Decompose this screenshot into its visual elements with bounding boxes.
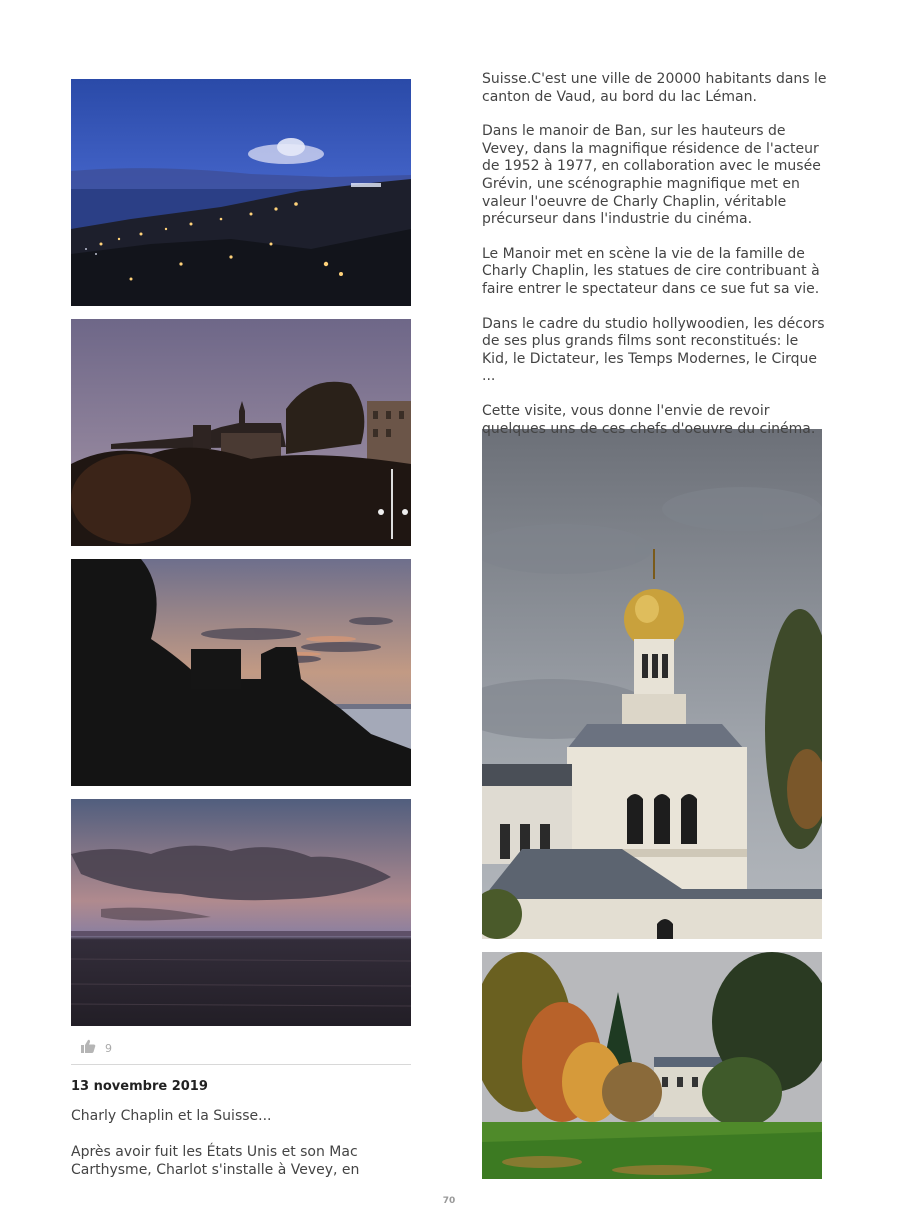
photo-autumn-park: [482, 952, 822, 1179]
photo-sunset-clouds-lake: [71, 799, 411, 1026]
thumbs-up-icon[interactable]: [80, 1039, 96, 1058]
article-paragraph: Suisse.C'est une ville de 20000 habitants dans le canton de Vaud, au bord du lac Léman.: [482, 71, 827, 105]
page-number: 70: [442, 1196, 456, 1206]
photo-manor-silhouette: [71, 319, 411, 546]
photo-night-town-lake: [71, 79, 411, 306]
post-date: 13 novembre 2019: [71, 1079, 208, 1094]
article-paragraph: Cette visite, vous donne l'envie de revoir quelques uns de ces chefs d'oeuvre du cinéma.: [482, 402, 816, 437]
like-count: 9: [105, 1041, 112, 1055]
post-title: Charly Chaplin et la Suisse...: [71, 1108, 272, 1124]
like-row: [80, 1038, 112, 1058]
photo-sunset-tower-lake: [71, 559, 411, 786]
divider: [71, 1064, 411, 1065]
article-paragraph: Dans le manoir de Ban, sur les hauteurs de Vevey, dans la magnifique résidence de l'acteur de 1952 à 1977, en collaboration avec le musée Grévin, une scénographie magnifique met en valeur l'oeuvre de Charly Chaplin, véritable précurseur dans l'industrie du cinéma.: [482, 123, 821, 228]
article-paragraph: Dans le cadre du studio hollywoodien, les décors de ses plus grands films sont reconstitués: le Kid, le Dictateur, les Temps Modernes, le Cirque ...: [482, 315, 825, 385]
article-text: [482, 71, 827, 455]
photo-orthodox-church: [482, 429, 822, 939]
post-intro: Après avoir fuit les États Unis et son Mac Carthysme, Charlot s'installe à Vevey, en: [71, 1144, 360, 1178]
article-paragraph: Le Manoir met en scène la vie de la famille de Charly Chaplin, les statues de cire contribuant à faire entrer le spectateur dans ce sue fut sa vie.: [482, 245, 820, 297]
